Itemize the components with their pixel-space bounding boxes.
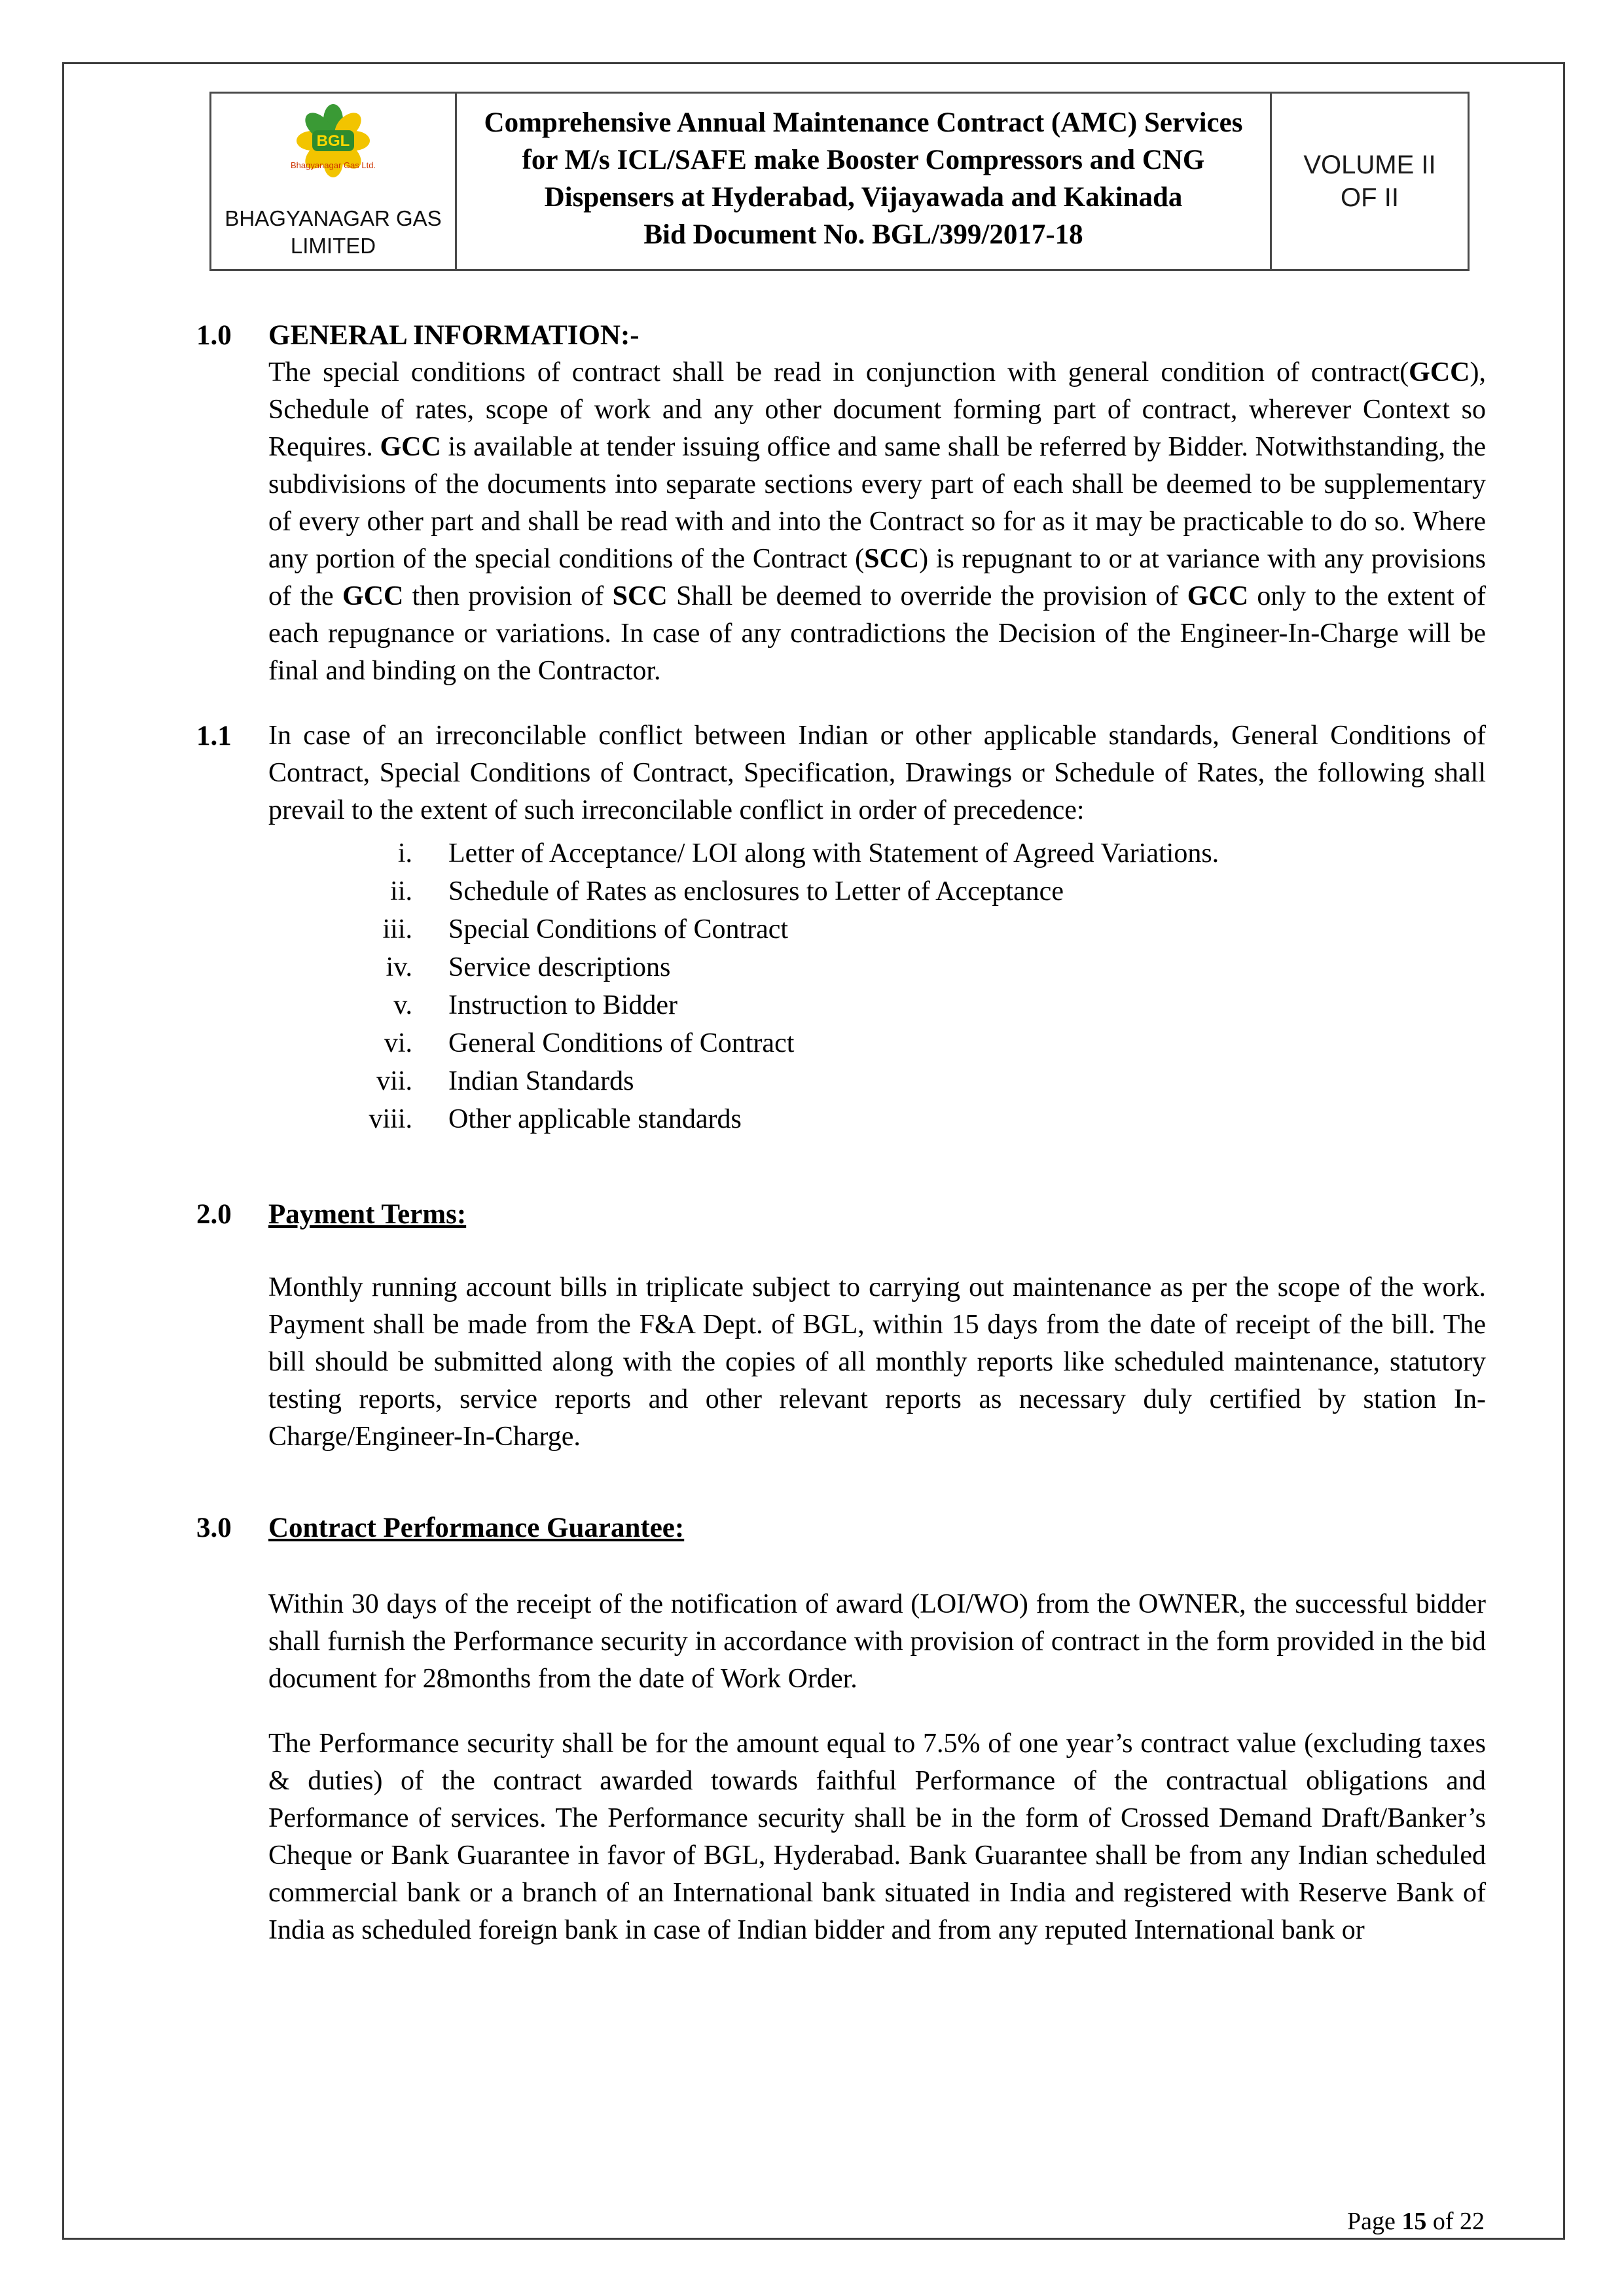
list-item-text: Letter of Acceptance/ LOI along with Statement of Agreed Variations. bbox=[448, 838, 1219, 869]
page-footer bbox=[1347, 2207, 1485, 2236]
list-item-numeral: i. bbox=[397, 838, 412, 869]
section-3-0 bbox=[196, 1509, 1486, 1547]
volume-line1: VOLUME II bbox=[1303, 151, 1436, 179]
logo-cell bbox=[211, 94, 457, 269]
list-item bbox=[268, 1100, 1486, 1138]
page-content bbox=[196, 92, 1486, 1949]
bid-document-number: Bid Document No. BGL/399/2017-18 bbox=[643, 219, 1083, 250]
list-item-numeral: ii. bbox=[390, 876, 412, 906]
section-heading-contract-performance-guarantee: Contract Performance Guarantee: bbox=[268, 1513, 685, 1543]
section-1-0 bbox=[196, 317, 1486, 690]
company-name-line2: LIMITED bbox=[290, 234, 376, 258]
company-name bbox=[225, 205, 441, 260]
list-item-text: Instruction to Bidder bbox=[448, 990, 677, 1020]
footer-page-label: Page bbox=[1346, 2208, 1402, 2235]
list-item bbox=[268, 1062, 1486, 1100]
footer-total-pages: 22 bbox=[1460, 2208, 1485, 2235]
section-number: 3.0 bbox=[196, 1513, 232, 1543]
footer-of-label: of bbox=[1426, 2208, 1460, 2235]
list-item bbox=[268, 834, 1486, 872]
list-item bbox=[268, 1024, 1486, 1062]
volume-cell bbox=[1272, 94, 1468, 269]
document-title-cell bbox=[457, 94, 1272, 269]
footer-page-number: 15 bbox=[1401, 2208, 1427, 2235]
list-item-text: Service descriptions bbox=[448, 952, 671, 982]
list-item bbox=[268, 872, 1486, 910]
document-title: Comprehensive Annual Maintenance Contract (AMC) Services for M/s ICL/SAFE make Booster Compressors and CNG Dispensers at Hyderabad, Vijayawada and Kakinada bbox=[484, 107, 1243, 213]
performance-guarantee-paragraph-1: Within 30 days of the receipt of the notification of award (LOI/WO) from the OWNER, the successful bidder shall furnish the Performance security in accordance with provision of contract in the form provided in the bid document for 28months from the date of Work Order. bbox=[268, 1589, 1486, 1694]
volume-line2: OF II bbox=[1341, 183, 1399, 212]
payment-terms-paragraph: Monthly running account bills in triplicate subject to carrying out maintenance as per the scope of the work. Payment shall be made from the F&A Dept. of BGL, within 15 days from the date of receipt of the bill. The bill should be submitted along with the copies of all monthly reports like scheduled maintenance, statutory testing reports, service reports and other relevant reports as necessary duly certified by station In-Charge/Engineer-In-Charge. bbox=[268, 1272, 1486, 1452]
performance-guarantee-paragraph-2: The Performance security shall be for the amount equal to 7.5% of one year’s contract value (excluding taxes & duties) of the contract awarded towards faithful Performance of the contractual obligations and Performance of services. The Performance security shall be in the form of Crossed Demand Draft/Banker’s Cheque or Bank Guarantee in favor of BGL, Hyderabad. Bank Guarantee shall be from any Indian scheduled commercial bank or a branch of an International bank situated in India and registered with Reserve Bank of India as scheduled foreign bank in case of Indian bidder and from any reputed International bank or bbox=[268, 1729, 1486, 1945]
list-item-text: Indian Standards bbox=[448, 1066, 634, 1096]
list-item-numeral: vii. bbox=[376, 1066, 412, 1096]
section-1-1 bbox=[196, 717, 1486, 1138]
section-heading-general-information: GENERAL INFORMATION:- bbox=[268, 320, 640, 351]
list-item-numeral: iv. bbox=[386, 952, 412, 982]
section-number: 1.1 bbox=[196, 721, 232, 751]
section-number: 1.0 bbox=[196, 320, 232, 351]
bgl-logo-graphic bbox=[281, 103, 386, 201]
section-number: 2.0 bbox=[196, 1199, 232, 1230]
list-item-numeral: iii. bbox=[382, 914, 412, 944]
section-2-0 bbox=[196, 1196, 1486, 1233]
list-item-text: Special Conditions of Contract bbox=[448, 914, 789, 944]
list-item-numeral: viii. bbox=[369, 1104, 412, 1134]
header-table bbox=[209, 92, 1470, 271]
list-item-text: Other applicable standards bbox=[448, 1104, 742, 1134]
list-item bbox=[268, 910, 1486, 948]
logo-acronym: BGL bbox=[316, 132, 350, 150]
section-heading-payment-terms: Payment Terms: bbox=[268, 1199, 467, 1230]
list-item bbox=[268, 948, 1486, 986]
bgl-logo bbox=[281, 103, 386, 201]
company-name-line1: BHAGYANAGAR GAS bbox=[225, 206, 442, 230]
logo-brand-subtext: Bhagyanagar Gas Ltd. bbox=[290, 160, 376, 170]
precedence-list bbox=[268, 834, 1486, 1138]
precedence-intro-paragraph: In case of an irreconcilable conflict between Indian or other applicable standards, General Conditions of Contract, Special Conditions of Contract, Specification, Drawings or Schedule of Rates, the following shall prevail to the extent of such irreconcilable conflict in order of precedence: bbox=[268, 721, 1486, 825]
list-item-text: General Conditions of Contract bbox=[448, 1028, 795, 1058]
list-item-numeral: v. bbox=[393, 990, 412, 1020]
list-item bbox=[268, 986, 1486, 1024]
list-item-numeral: vi. bbox=[384, 1028, 412, 1058]
general-information-paragraph: The special conditions of contract shall be read in conjunction with general condition of contract(GCC), Schedule of rates, scope of work and any other document forming part of contract, wherever Context so Requires. GCC is available at tender issuing office and same shall be referred by Bidder. Notwithstanding, the subdivisions of the documents into separate sections every part of each shall be deemed to be supplementary of every other part and shall be read with and into the Contract so for as it may be practicable to do so. Where any portion of the special conditions of the Contract (SCC) is repugnant to or at variance with any provisions of the GCC then provision of SCC Shall be deemed to override the provision of GCC only to the extent of each repugnance or variations. In case of any contradictions the Decision of the Engineer-In-Charge will be final and binding on the Contractor. bbox=[268, 357, 1487, 686]
list-item-text: Schedule of Rates as enclosures to Letter of Acceptance bbox=[448, 876, 1064, 906]
